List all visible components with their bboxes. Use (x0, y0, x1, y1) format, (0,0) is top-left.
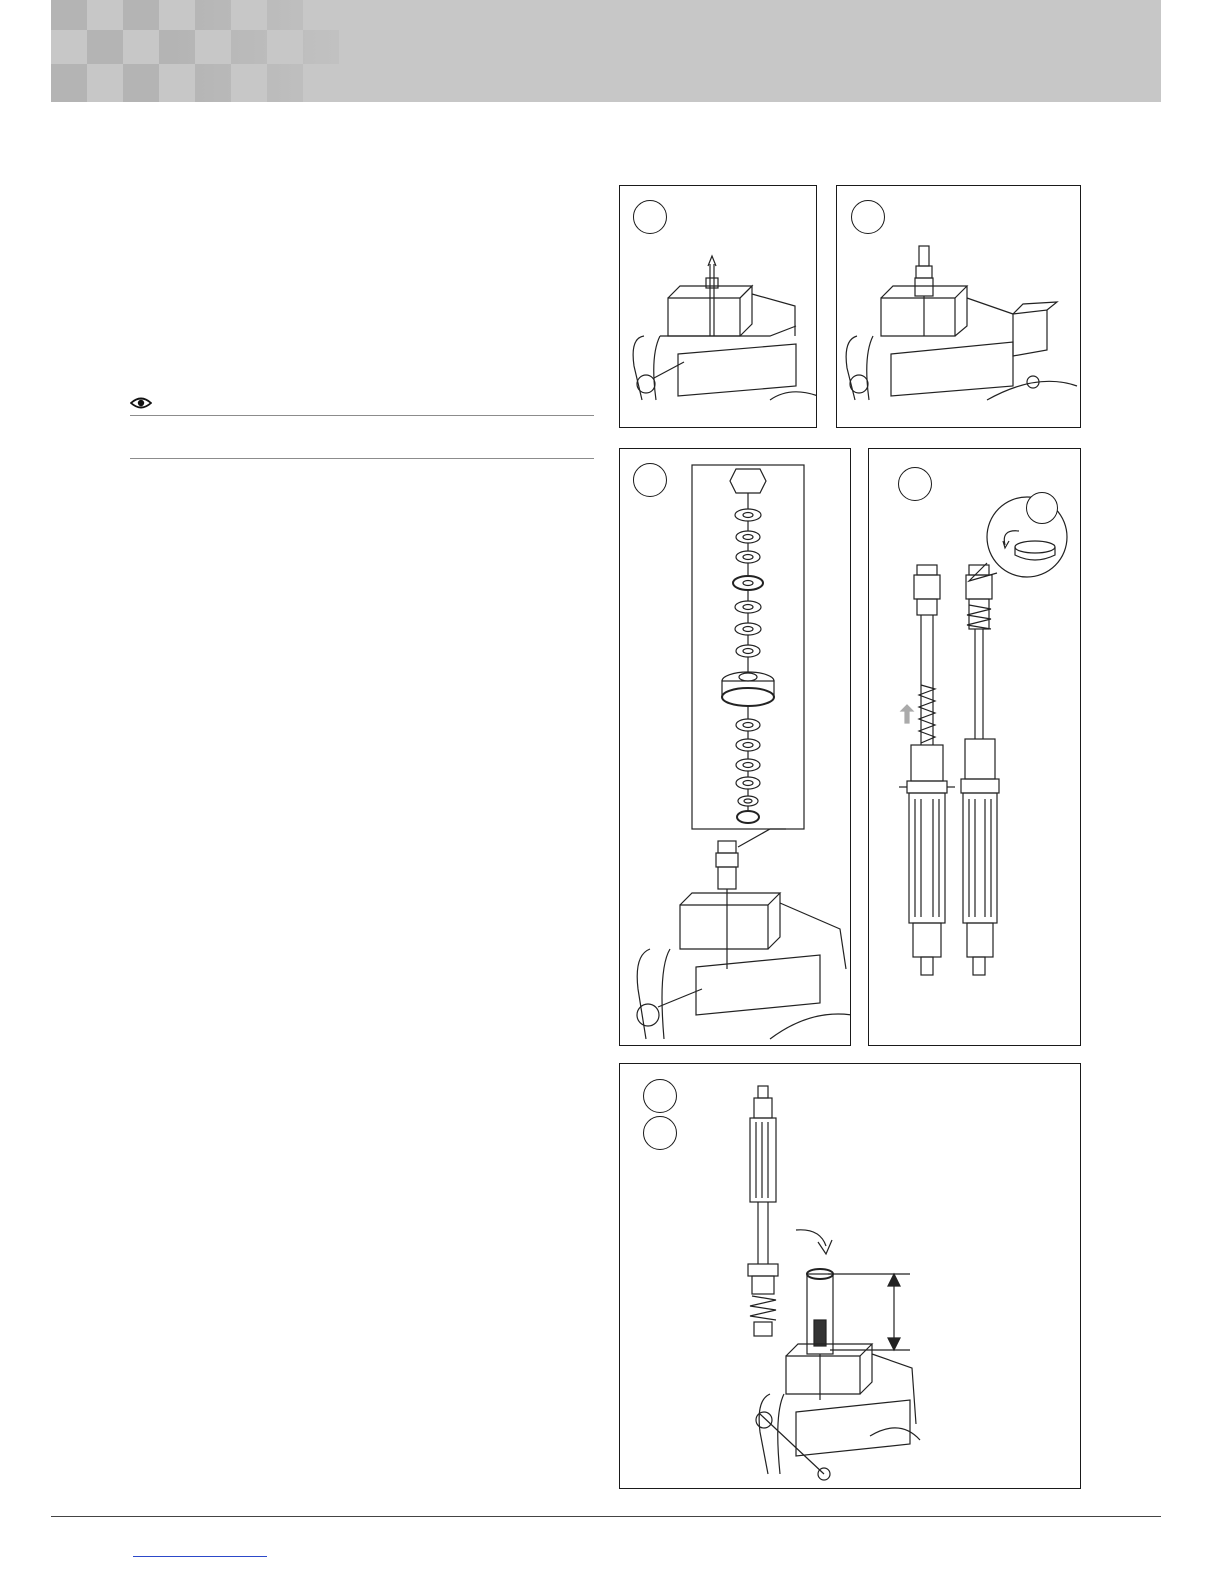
figure-5-panel (619, 1063, 1081, 1489)
footer-link-underline[interactable] (133, 1556, 267, 1557)
figure-5-callout-b (643, 1116, 677, 1150)
checkered-flag-pattern (51, 0, 1161, 102)
figure-4-callout (898, 467, 932, 501)
figure-4-inset-callout (1026, 492, 1058, 524)
eye-icon (130, 396, 152, 410)
shim-stack-exploded-illustration (620, 449, 851, 1046)
cartridge-spring-illustration (869, 449, 1081, 1046)
figure-1-callout (633, 200, 667, 234)
header-band (51, 0, 1161, 102)
note-bottom-rule (130, 458, 594, 459)
figure-3-panel (619, 448, 851, 1046)
figure-5-callout-a (643, 1079, 677, 1113)
figure-3-callout (633, 463, 667, 497)
note-top-rule (130, 415, 594, 416)
figure-4-panel (868, 448, 1081, 1046)
footer-rule (51, 1516, 1161, 1517)
figure-2-callout (851, 200, 885, 234)
cartridge-insertion-illustration (620, 1064, 1081, 1489)
